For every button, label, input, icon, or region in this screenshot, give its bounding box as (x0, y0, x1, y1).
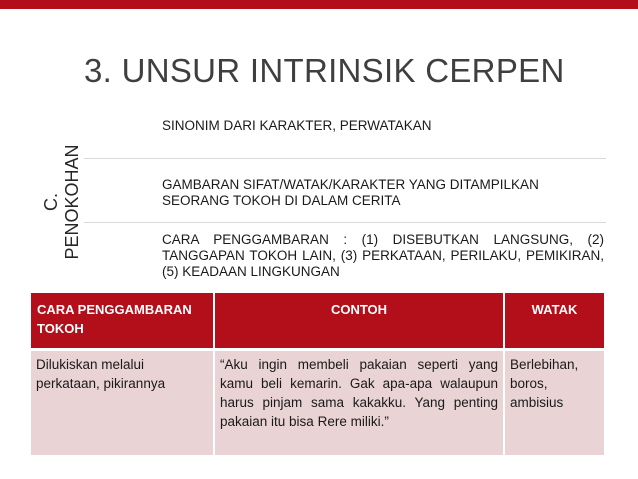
definition-item: SINONIM DARI KARAKTER, PERWATAKAN (84, 110, 606, 159)
cell-contoh: “Aku ingin membeli pakaian seperti yang kamu beli kemarin. Gak apa-apa walaupun harus pinjam sama kakakku. Yang penting pakaian itu bisa Rere miliki.” (214, 349, 504, 455)
slide-title: 3. UNSUR INTRINSIK CERPEN (84, 52, 565, 89)
top-accent-bar (0, 0, 638, 9)
definition-list (84, 110, 606, 287)
section-label (40, 118, 84, 286)
definition-item: CARA PENGGAMBARAN : (1) DISEBUTKAN LANGSUNG, (2) TANGGAPAN TOKOH LAIN, (3) PERKATAAN, PERILAKU, PEMIKIRAN, (5) KEADAAN LINGKUNGAN (162, 232, 604, 279)
section-label-line1: C. (41, 193, 61, 211)
section-label-rotated (41, 144, 83, 259)
cell-cara: Dilukiskan melalui perkataan, pikirannya (31, 349, 214, 455)
header-watak: WATAK (504, 293, 604, 349)
definition-item: GAMBARAN SIFAT/WATAK/KARAKTER YANG DITAMPILKAN SEORANG TOKOH DI DALAM CERITA (84, 159, 606, 223)
table-row (31, 349, 604, 455)
header-cara: CARA PENGGAMBARAN TOKOH (31, 293, 214, 349)
section-label-line2: PENOKOHAN (62, 144, 82, 260)
cell-watak: Berlebihan, boros, ambisius (504, 349, 604, 455)
characterization-table (31, 293, 604, 455)
table-header-row (31, 293, 604, 349)
header-contoh: CONTOH (214, 293, 504, 349)
